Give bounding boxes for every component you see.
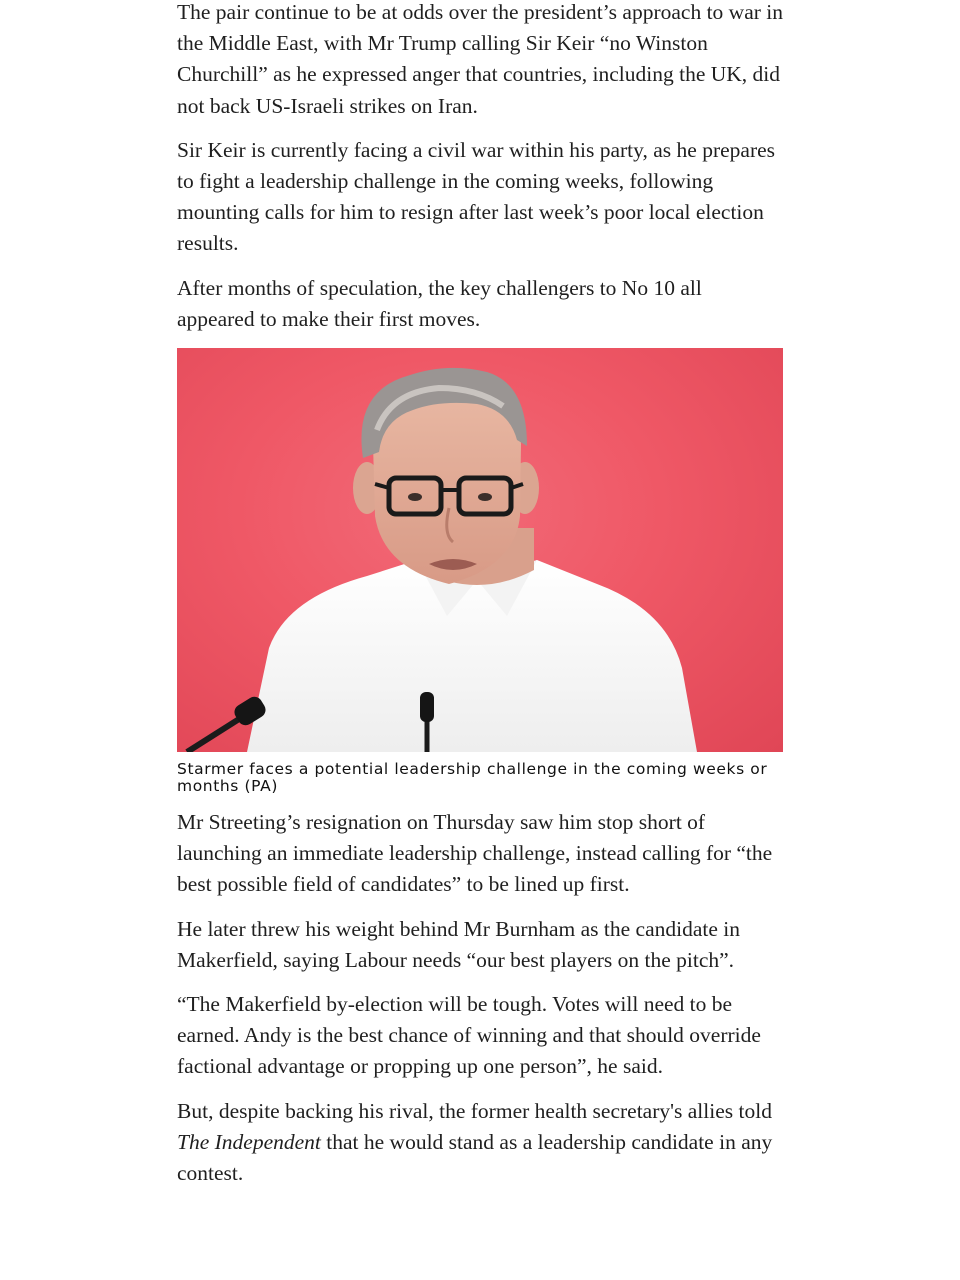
article-paragraph-final [177, 1096, 783, 1190]
article-photo[interactable] [177, 348, 783, 752]
article-paragraph: Mr Streeting’s resignation on Thursday saw him stop short of launching an immediate leadership challenge, instead calling for “the best possible field of candidates” to be lined up first. [177, 810, 773, 897]
publication-name: The Independent [177, 1129, 321, 1154]
paragraph-text: But, despite backing his rival, the former health secretary's allies told [177, 1098, 772, 1123]
photo-illustration [177, 348, 783, 752]
article-body [177, 0, 783, 1202]
article-paragraph: He later threw his weight behind Mr Burnham as the candidate in Makerfield, saying Labour needs “our best players on the pitch”. [177, 916, 741, 972]
article-paragraph: After months of speculation, the key challengers to No 10 all appeared to make their first moves. [177, 275, 702, 331]
article-paragraph: “The Makerfield by-election will be tough. Votes will need to be earned. Andy is the best chance of winning and that should override factional advantage or propping up one person”, he said. [177, 992, 761, 1079]
article-paragraph: The pair continue to be at odds over the president’s approach to war in the Middle East, with Mr Trump calling Sir Keir “no Winston Churchill” as he expressed anger that countries, including the UK, did not back US-Israeli strikes on Iran. [177, 0, 783, 118]
paragraph-text: that he would stand as a leadership candidate in any contest. [177, 1129, 773, 1186]
photo-caption: Starmer faces a potential leadership challenge in the coming weeks or months (PA) [177, 760, 768, 796]
article-figure [177, 348, 783, 795]
article-paragraph: Sir Keir is currently facing a civil war within his party, as he prepares to fight a leadership challenge in the coming weeks, following mounting calls for him to resign after last week’s poor local election results. [177, 137, 776, 256]
